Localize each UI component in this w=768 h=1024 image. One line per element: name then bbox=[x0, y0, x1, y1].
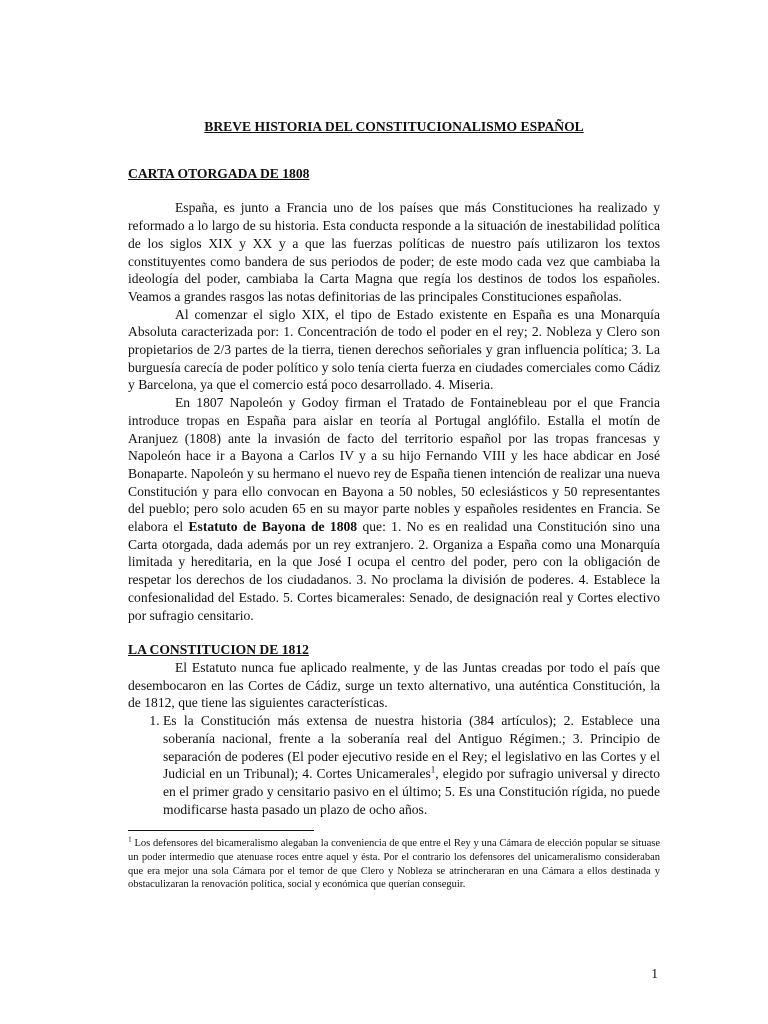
section-heading-constitucion-1812: LA CONSTITUCION DE 1812 bbox=[128, 642, 309, 658]
footnote-divider bbox=[128, 830, 314, 831]
bold-term-estatuto: Estatuto de Bayona de 1808 bbox=[188, 519, 358, 535]
paragraph-text: En 1807 Napoleón y Godoy firman el Tratado de Fontainebleau por el que Francia introduce tropas en España para aislar en teoría al Portugal anglófilo. Estalla el motín de Aranjuez (1808) ante la invasión de facto del territorio español por las tropas francesas y Napoleón hace ir a Bayona a Carlos IV y a su hijo Fernando VIII y les hace abdicar en José Bonaparte. Napoleón y su hermano el nuevo rey de España tienen intención de realizar una nueva Constitución y para ello convocan en Bayona a 50 nobles, 50 eclesiásticos y 50 representantes del pueblo; pero solo acuden 65 en su mayor parte nobles y españoles residentes en Francia. Se elabora el bbox=[128, 395, 660, 535]
paragraph-intro: España, es junto a Francia uno de los países que más Constituciones ha realizado y reformado a lo largo de su historia. Esta conducta responde a la situación de inestabilidad política de los siglos XIX y XX y a que las fuerzas políticas de nuestro país utilizaron los textos constituyentes como bandera de sus periodos de poder; de este modo cada vez que cambiaba la ideología del poder, cambiaba la Carta Magna que regía los destinos de todos los españoles. Veamos a grandes rasgos las notas definitorias de las principales Constituciones españolas. bbox=[128, 200, 660, 304]
paragraph-text: que: 1. No es en realidad una Constitución sino una Carta otorgada, dada además por un rey extranjero. 2. Organiza a España como una Monarquía limitada y hereditaria, en la que José I ocupa el centro del poder, pero con la obligación de respetar los derechos de los ciudadanos. 3. No proclama la división de poderes. 4. Establece la confesionalidad del Estado. 5. Cortes bicamerales: Senado, de designación real y Cortes electivo por sufragio censitario. bbox=[128, 519, 660, 623]
footnote-reference[interactable]: 1 bbox=[430, 764, 436, 775]
paragraph-estatuto-bayona bbox=[128, 394, 660, 624]
list-item-text: , elegido por sufragio universal y directo en el primer grado y censitario pasivo en el último; 5. Es una Constitución rígida, no puede modificarse hasta pasado un plazo de ocho años. bbox=[163, 766, 660, 817]
list-item bbox=[163, 712, 660, 818]
characteristics-list bbox=[128, 712, 660, 818]
footnote bbox=[128, 834, 660, 891]
page-number: 1 bbox=[651, 966, 658, 981]
paragraph-cortes-cadiz: El Estatuto nunca fue aplicado realmente, y de las Juntas creadas por todo el país que desembocaron en las Cortes de Cádiz, surge un texto alternativo, una auténtica Constitución, la de 1812, que tiene las siguientes características. bbox=[128, 659, 660, 711]
footnote-text: Los defensores del bicameralismo alegaban la conveniencia de que entre el Rey y una Cámara de elección popular se situase un poder intermedio que atenuase roces entre aquel y ésta. Por el contrario los defensores del unicameralismo consideraban que era mejor una sola Cámara por el temor de que Clero y Nobleza se atrincheraran en una Cámara a ellos destinada y obstaculizaran la renovación política, social y económica que querían conseguir. bbox=[128, 838, 660, 891]
list-item-text: Es la Constitución más extensa de nuestra historia (384 artículos); 2. Establece una soberanía nacional, frente a la soberanía real del Antiguo Régimen.; 3. Principio de separación de poderes (El poder ejecutivo reside en el Rey; el legislativo en las Cortes y el Judicial en un Tribunal); 4. Cortes Unicamerales bbox=[163, 713, 660, 782]
paragraph-monarquia-absoluta: Al comenzar el siglo XIX, el tipo de Estado existente en España es una Monarquía Absoluta caracterizada por: 1. Concentración de todo el poder en el rey; 2. Nobleza y Clero son propietarios de 2/3 partes de la tierra, tienen derechos señoriales y gran influencia política; 3. La burguesía carecía de poder político y solo tenía cierta fuerza en ciudades comerciales como Cádiz y Barcelona, ya que el comercio está poco desarrollado. 4. Miseria. bbox=[128, 306, 660, 393]
document-page bbox=[128, 118, 660, 892]
document-title: BREVE HISTORIA DEL CONSTITUCIONALISMO ESPAÑOL bbox=[204, 119, 584, 134]
section-heading-carta-otorgada: CARTA OTORGADA DE 1808 bbox=[128, 165, 310, 181]
footnote-marker: 1 bbox=[128, 834, 132, 844]
